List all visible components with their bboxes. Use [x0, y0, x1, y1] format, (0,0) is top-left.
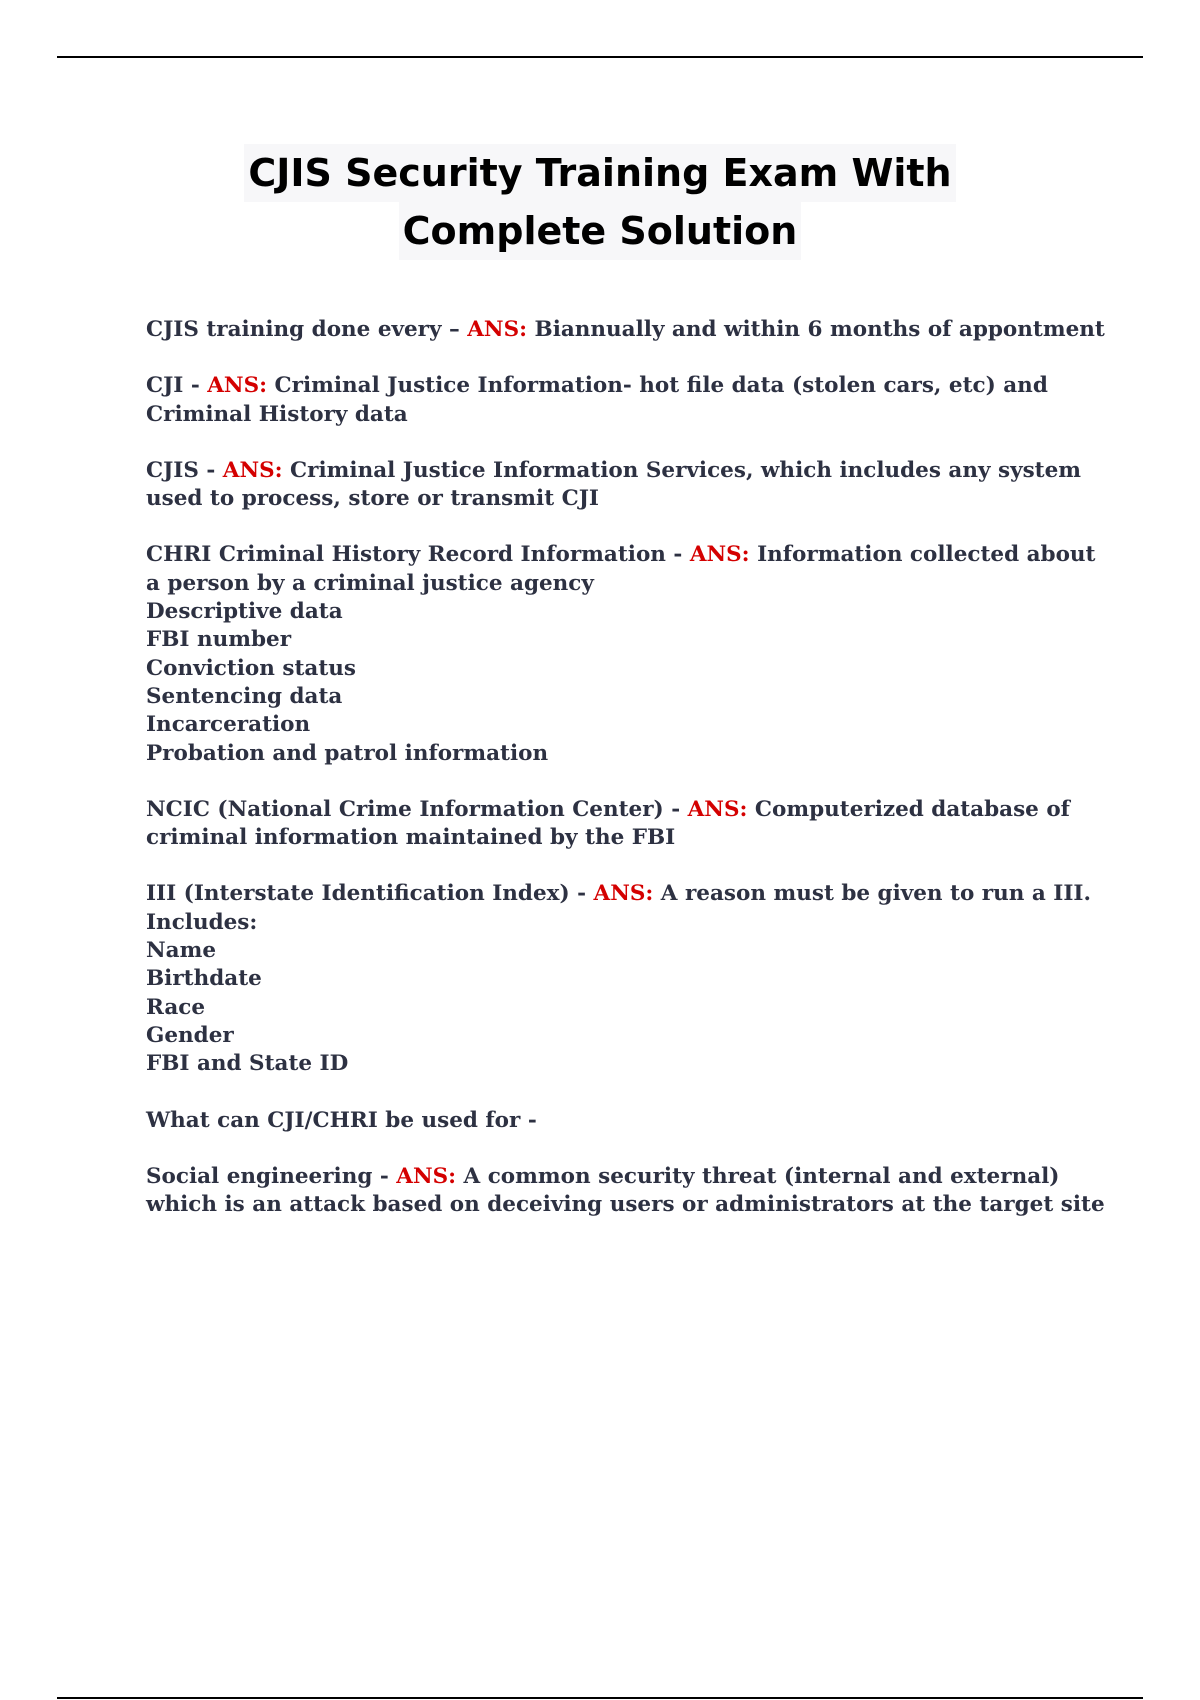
question: CJIS training done every – [146, 317, 468, 342]
top-rule [57, 56, 1143, 58]
ans-label: ANS: [687, 796, 748, 822]
detail-line: Sentencing data [146, 683, 343, 709]
detail-line: Probation and patrol information [146, 740, 549, 766]
detail-line: Incarceration [146, 712, 311, 738]
title-line-1: CJIS Security Training Exam With [244, 144, 955, 202]
bottom-rule [57, 1697, 1143, 1699]
qa-item [146, 316, 1106, 344]
ans-label: ANS: [207, 373, 268, 399]
ans-label: ANS: [689, 542, 750, 568]
qa-item [146, 796, 1106, 853]
question: NCIC (National Crime Information Center) - [146, 796, 688, 822]
qa-item [146, 541, 1106, 767]
detail-line: Conviction status [146, 655, 357, 681]
ans-label: ANS: [593, 881, 654, 907]
question: Social engineering - [146, 1163, 397, 1189]
answer: Biannually and within 6 months of appontment [527, 317, 1105, 342]
detail-line: FBI and State ID [146, 1051, 349, 1077]
detail-line: Gender [146, 1022, 234, 1048]
ans-label: ANS: [222, 457, 283, 483]
qa-item [146, 880, 1106, 1078]
qa-item [146, 457, 1106, 514]
detail-line: Name [146, 938, 217, 964]
detail-line: FBI number [146, 627, 292, 653]
qa-list [146, 316, 1106, 1247]
detail-line: Descriptive data [146, 599, 343, 625]
qa-item [146, 372, 1106, 429]
detail-line: Birthdate [146, 966, 262, 992]
answer: Information collected about a person by a criminal justice agency [146, 542, 1096, 596]
answer: Criminal Justice Information Services, which includes any system used to process, store or transmit CJI [146, 457, 1082, 512]
detail-line: Race [146, 994, 206, 1020]
question: CHRI Criminal History Record Information - [146, 542, 690, 568]
question: CJI - [146, 373, 208, 399]
question: CJIS - [146, 457, 223, 483]
answer: A common security threat (internal and external) which is an attack based on deceiving users or administrators at the target site [146, 1163, 1105, 1218]
detail-line: Includes: [146, 909, 258, 935]
ans-label: ANS: [396, 1163, 457, 1189]
answer: Criminal Justice Information- hot file data (stolen cars, etc) and Criminal History data [146, 373, 1048, 427]
answer: A reason must be given to run a III. [653, 881, 1091, 907]
question: What can CJI/CHRI be used for - [146, 1107, 537, 1133]
qa-item [146, 1107, 1106, 1135]
document-title [0, 144, 1200, 260]
ans-label: ANS: [467, 317, 528, 342]
title-line-2: Complete Solution [399, 202, 802, 260]
question: III (Interstate Identification Index) - [146, 881, 594, 907]
answer: Computerized database of criminal information maintained by the FBI [146, 796, 1070, 851]
qa-item [146, 1163, 1106, 1220]
